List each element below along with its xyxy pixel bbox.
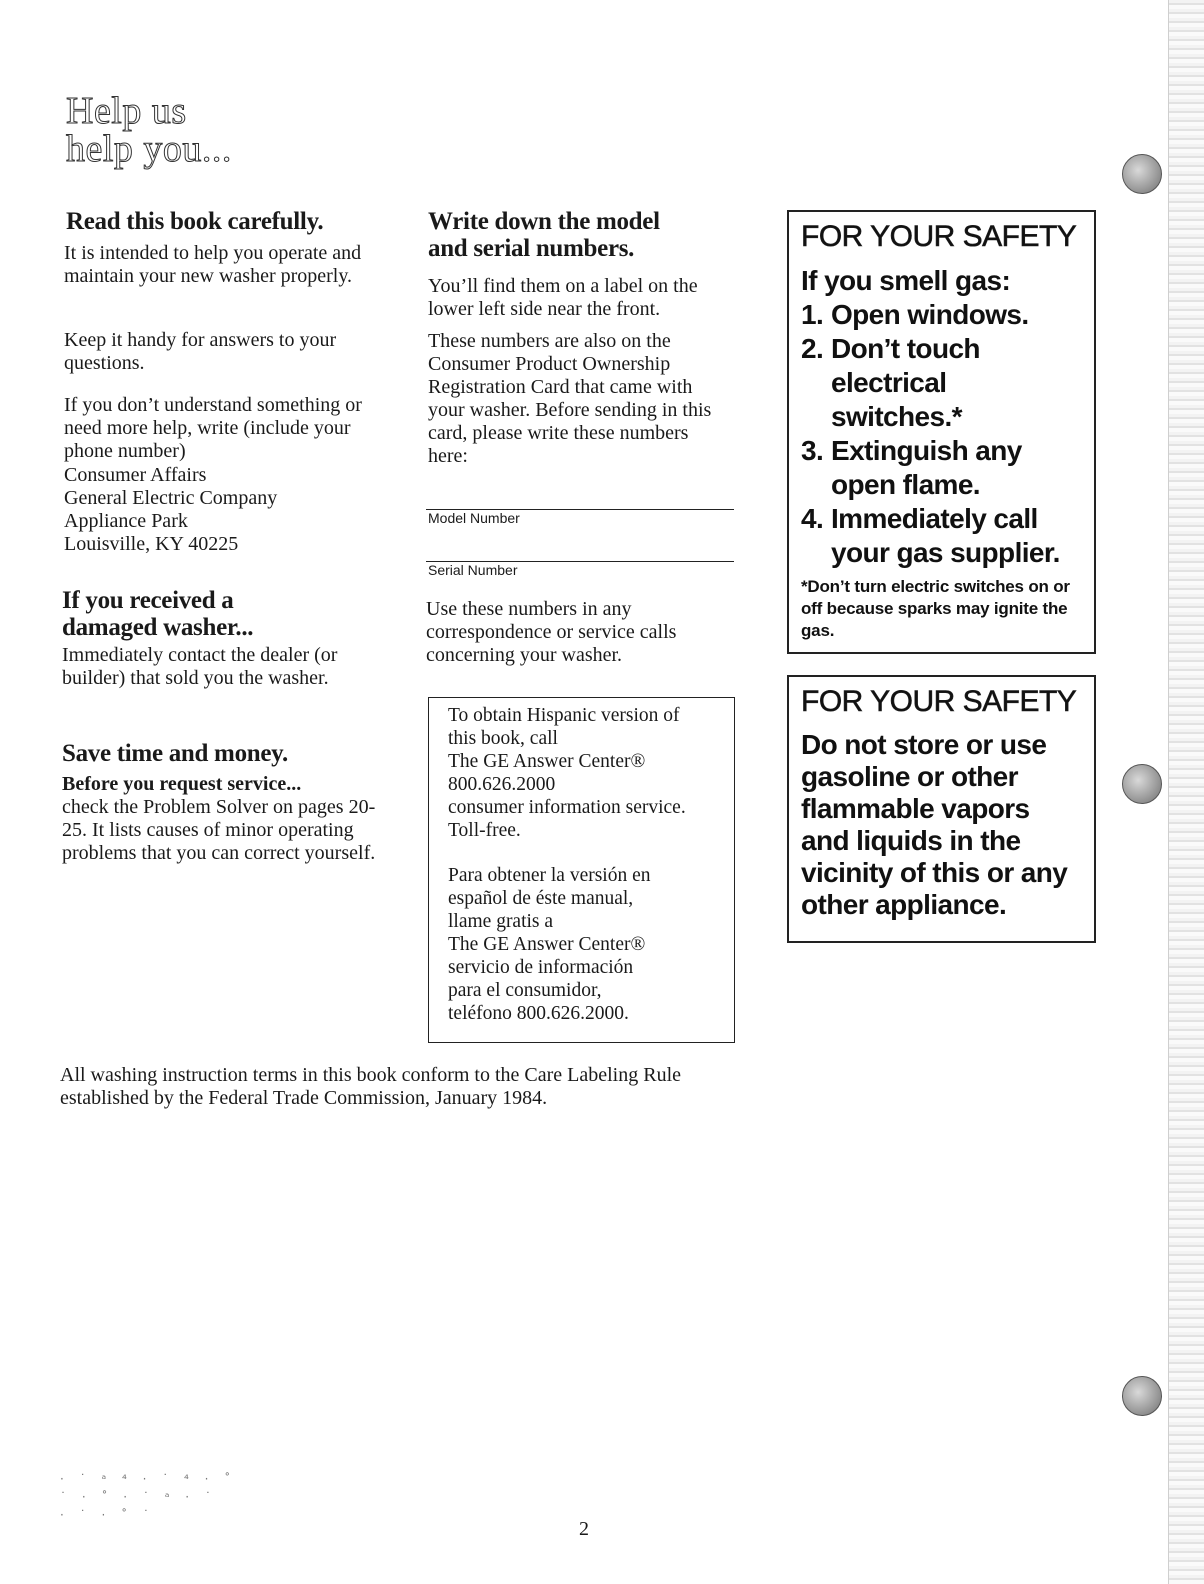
hispanic-es-line: español de éste manual, bbox=[448, 888, 634, 909]
read-paragraph-2: Keep it handy for answers to your questions. bbox=[64, 329, 337, 374]
binder-hole bbox=[1122, 1376, 1162, 1416]
hispanic-es-line: para el consumidor, bbox=[448, 980, 602, 1001]
hispanic-es-line: servicio de información bbox=[448, 957, 634, 978]
read-paragraph-1: It is intended to help you operate and maintain your new washer properly. bbox=[64, 242, 362, 287]
damaged-heading-line-2: damaged washer... bbox=[62, 614, 254, 641]
gas-smell-intro: If you smell gas: bbox=[801, 265, 1011, 296]
hispanic-en-line: The GE Answer Center® bbox=[448, 751, 646, 772]
flammables-warning: Do not store or use gasoline or other flammable vapors and liquids in the vicinity of this or any other appliance. bbox=[801, 729, 1068, 920]
step-text: Extinguish any open flame. bbox=[831, 435, 1022, 500]
damaged-heading bbox=[62, 587, 253, 641]
scan-specks: · ˙ ᵃ ⁴ · ˙ ⁴ · ˚ ˙ · ˚ · ˙ ᵃ · ˙ · ˙ · ˚ ˙ bbox=[60, 1472, 237, 1522]
flammables-safety-box bbox=[787, 675, 1096, 943]
save-heading: Save time and money. bbox=[62, 740, 288, 767]
serial-number-label: Serial Number bbox=[428, 562, 518, 578]
hispanic-es-line: teléfono 800.626.2000. bbox=[448, 1003, 629, 1024]
model-number-label: Model Number bbox=[428, 510, 520, 526]
write-heading-line-1: Write down the model bbox=[428, 208, 660, 235]
switches-footnote: *Don’t turn electric switches on or off because sparks may ignite the gas. bbox=[801, 577, 1070, 640]
hispanic-en-line: this book, call bbox=[448, 728, 558, 749]
binder-hole bbox=[1122, 154, 1162, 194]
address-line: Appliance Park bbox=[64, 510, 188, 532]
safety-step bbox=[801, 298, 1082, 332]
read-heading: Read this book carefully. bbox=[66, 208, 324, 235]
safety-step bbox=[801, 502, 1082, 570]
damaged-heading-line-1: If you received a bbox=[62, 587, 234, 614]
hispanic-version-box bbox=[428, 697, 735, 1043]
hispanic-es-line: Para obtener la versión en bbox=[448, 865, 651, 886]
step-number: 1. bbox=[801, 299, 824, 330]
hispanic-en-line: To obtain Hispanic version of bbox=[448, 705, 680, 726]
hispanic-en-line: 800.626.2000 bbox=[448, 774, 556, 795]
step-text: Open windows. bbox=[831, 299, 1029, 330]
read-paragraph-3: If you don’t understand something or need more help, write (include your phone number) bbox=[64, 394, 362, 462]
write-heading bbox=[428, 208, 660, 262]
write-heading-line-2: and serial numbers. bbox=[428, 235, 635, 262]
save-paragraph: check the Problem Solver on pages 20-25. It lists causes of minor operating problems that you can correct yourself. bbox=[62, 796, 376, 864]
safety-step bbox=[801, 332, 1082, 434]
step-number: 2. bbox=[801, 333, 824, 364]
address-line: General Electric Company bbox=[64, 487, 278, 509]
safety-heading: FOR YOUR SAFETY bbox=[801, 220, 1077, 253]
address-line: Consumer Affairs bbox=[64, 464, 207, 486]
write-paragraph-2: These numbers are also on the Consumer Product Ownership Registration Card that came with your washer. Before sending in this card, please write these numbers here: bbox=[428, 330, 712, 467]
hispanic-en-line: Toll-free. bbox=[448, 820, 521, 841]
address-line: Louisville, KY 40225 bbox=[64, 533, 239, 555]
hispanic-es-line: llame gratis a bbox=[448, 911, 554, 932]
hispanic-es-line: The GE Answer Center® bbox=[448, 934, 646, 955]
step-text: Immediately call your gas supplier. bbox=[831, 503, 1060, 568]
step-text: Don’t touch electrical switches.* bbox=[831, 333, 980, 432]
title-line-2: help you... bbox=[66, 128, 232, 170]
page-title bbox=[66, 92, 232, 168]
address-block bbox=[64, 464, 364, 556]
use-numbers-paragraph: Use these numbers in any correspondence or service calls concerning your washer. bbox=[426, 598, 677, 666]
hispanic-en-line: consumer information service. bbox=[448, 797, 686, 818]
safety-step bbox=[801, 434, 1082, 502]
safety-heading: FOR YOUR SAFETY bbox=[801, 685, 1077, 718]
page-number: 2 bbox=[579, 1518, 589, 1540]
gas-safety-box bbox=[787, 210, 1096, 654]
write-paragraph-1: You’ll find them on a label on the lower left side near the front. bbox=[428, 275, 698, 320]
step-number: 4. bbox=[801, 503, 824, 534]
step-number: 3. bbox=[801, 435, 824, 466]
care-labeling-note bbox=[60, 1064, 720, 1110]
title-line-1: Help us bbox=[66, 90, 187, 132]
save-subheading: Before you request service... bbox=[62, 773, 302, 795]
damaged-paragraph: Immediately contact the dealer (or builder) that sold you the washer. bbox=[62, 644, 338, 689]
page-edge bbox=[1168, 0, 1204, 1584]
binder-hole bbox=[1122, 764, 1162, 804]
care-labeling-text: All washing instruction terms in this book conform to the Care Labeling Rule established by the Federal Trade Commission, January 1984. bbox=[60, 1064, 682, 1109]
